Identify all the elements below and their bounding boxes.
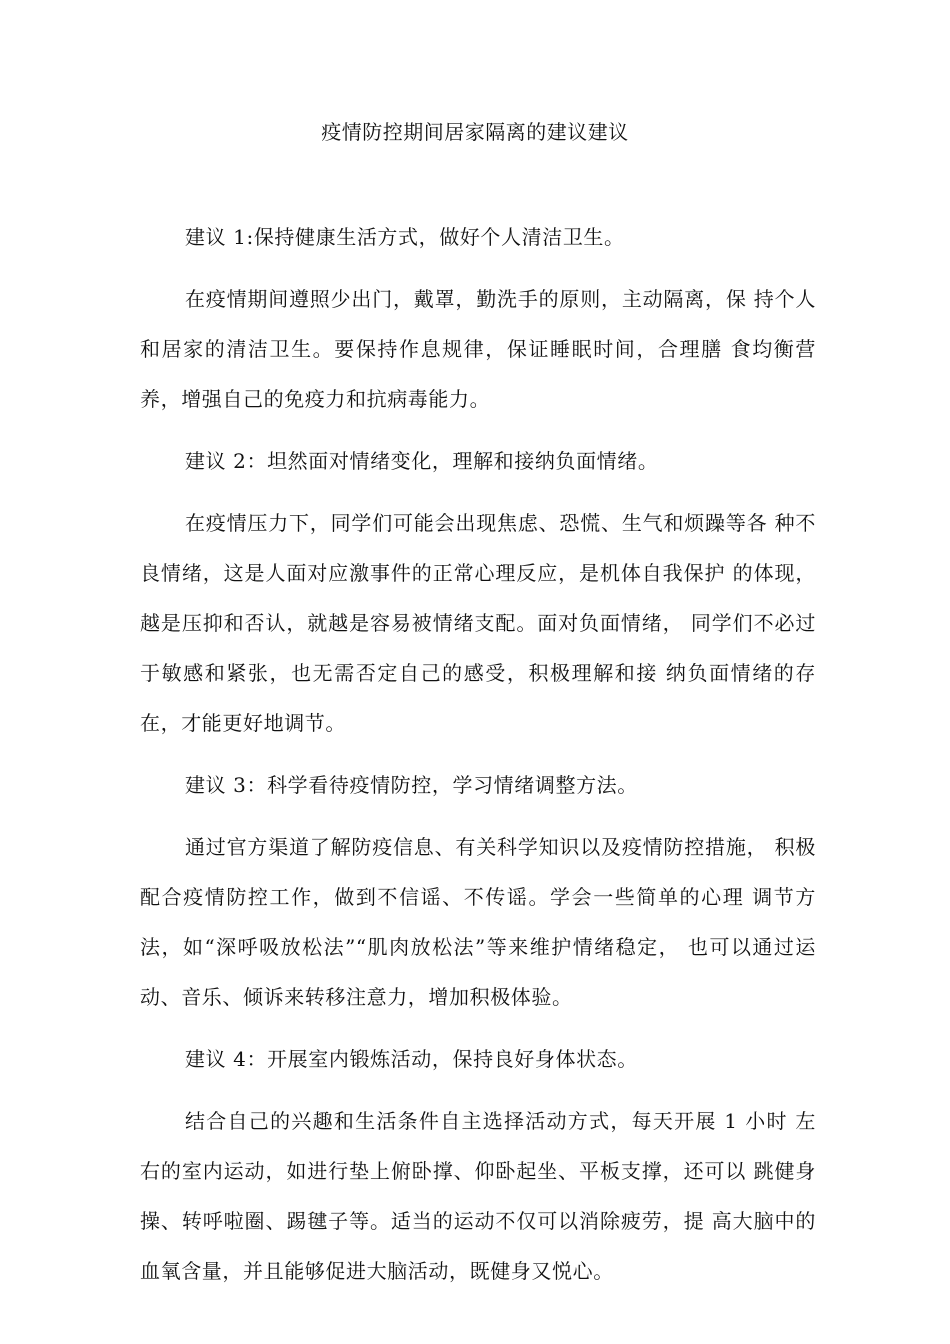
suggestion-3-heading: 建议 3：科学看待疫情防控，学习情绪调整方法。	[185, 773, 638, 797]
suggestion-4-heading: 建议 4：开展室内锻炼活动，保持良好身体状态。	[185, 1047, 638, 1071]
suggestion-1-heading: 建议 1:保持健康生活方式，做好个人清洁卫生。	[185, 225, 625, 249]
suggestion-4-body: 结合自己的兴趣和生活条件自主选择活动方式，每天开展 1 小时 左右的室内运动，如进行垫上俯卧撑、仰卧起坐、平板支撑，还可以 跳健身操、转呼啦圈、踢毽子等。适当的运动不仅可以消除疲劳，提 高大脑中的血氧含量，并且能够促进大脑活动，既健身又悦心。	[140, 1109, 816, 1283]
suggestion-1-body: 在疫情期间遵照少出门，戴罩，勤洗手的原则，主动隔离，保 持个人和居家的清洁卫生。要保持作息规律，保证睡眠时间，合理膳 食均衡营养，增强自己的免疫力和抗病毒能力。	[140, 287, 816, 411]
document-body	[140, 212, 816, 1308]
suggestion-2-heading: 建议 2：坦然面对情绪变化，理解和接纳负面情绪。	[185, 449, 659, 473]
suggestion-2-body: 在疫情压力下，同学们可能会出现焦虑、恐慌、生气和烦躁等各 种不良情绪，这是人面对应激事件的正常心理反应，是机体自我保护 的体现，越是压抑和否认，就越是容易被情绪支配。面对负面情绪， 同学们不必过于敏感和紧张，也无需否定自己的感受，积极理解和接 纳负面情绪的存在，才能更好地调节。	[140, 511, 816, 735]
suggestion-3-body: 通过官方渠道了解防疫信息、有关科学知识以及疫情防控措施， 积极配合疫情防控工作，做到不信谣、不传谣。学会一些简单的心理 调节方法，如“深呼吸放松法”“肌肉放松法”等来维护情绪稳定， 也可以通过运动、音乐、倾诉来转移注意力，增加积极体验。	[140, 835, 816, 1009]
document-title: 疫情防控期间居家隔离的建议建议	[321, 120, 629, 144]
